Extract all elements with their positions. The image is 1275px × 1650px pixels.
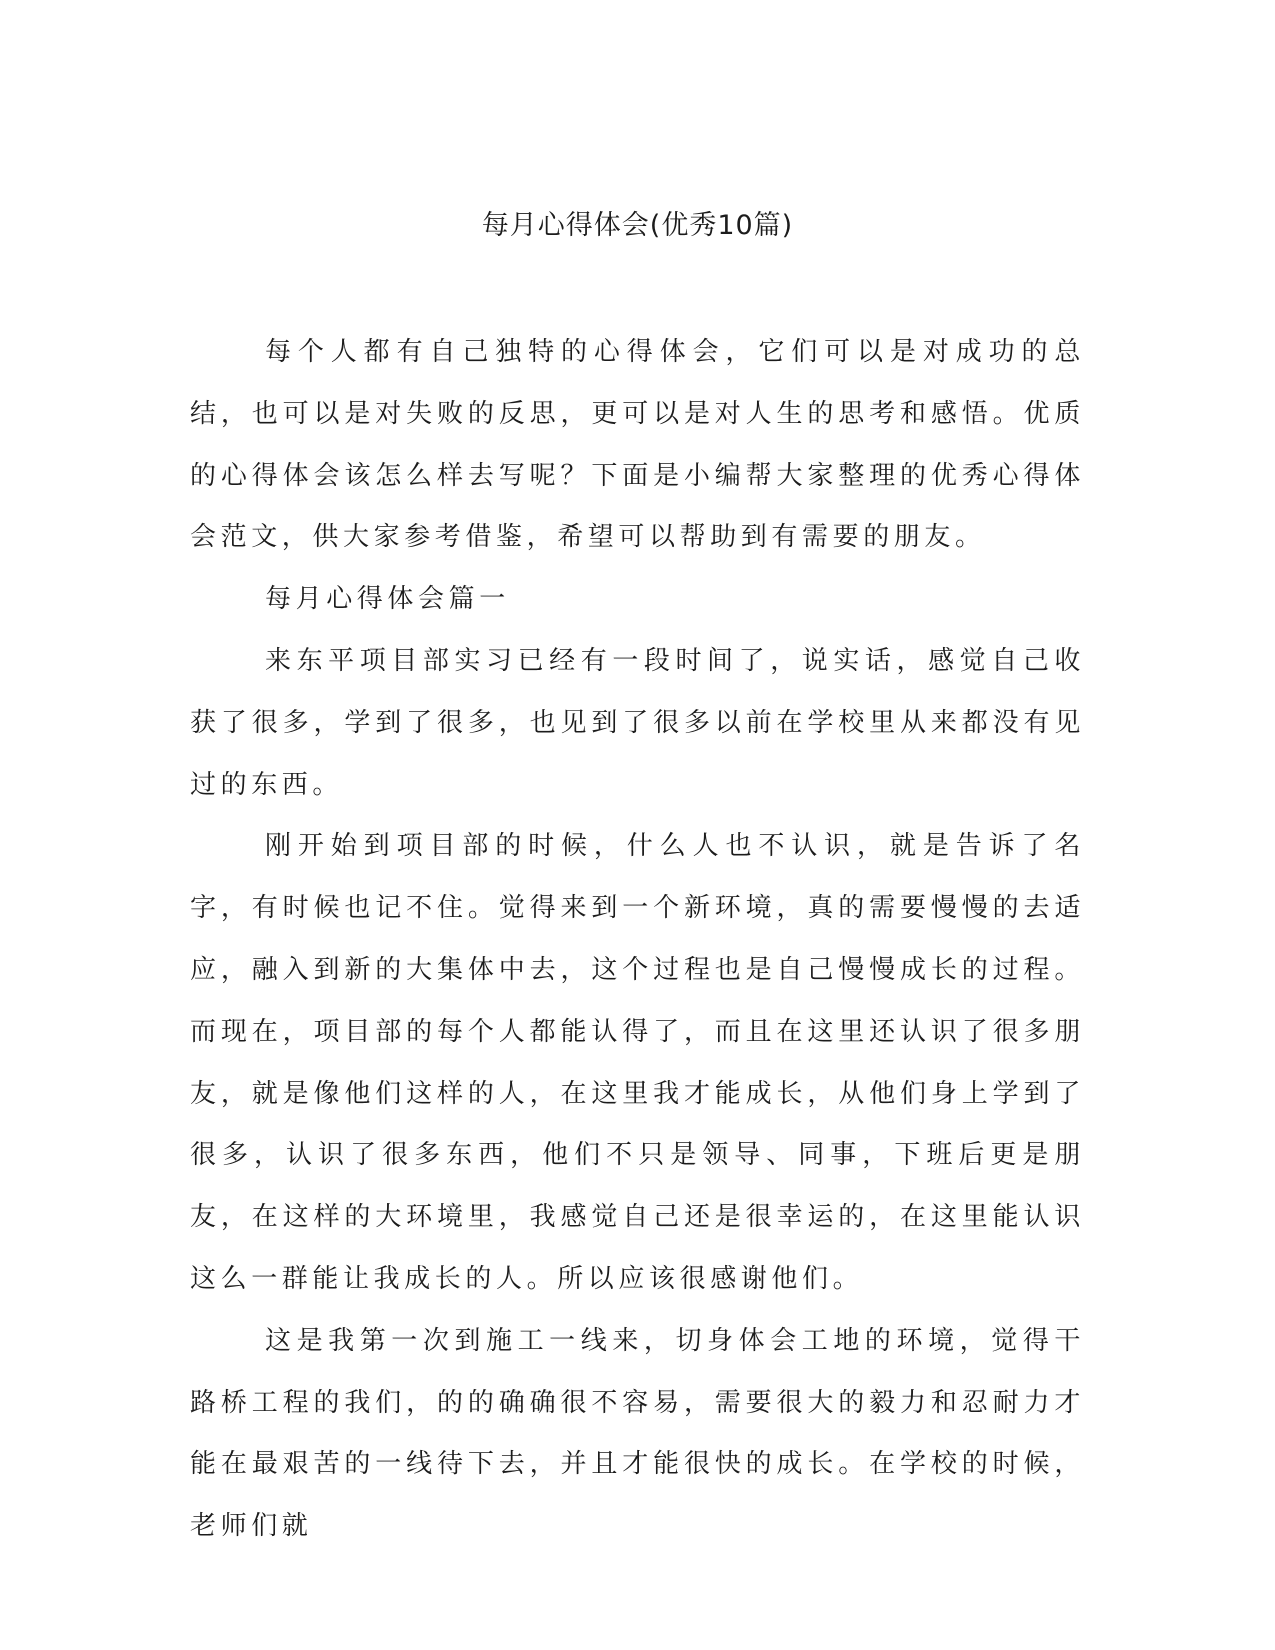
intro-paragraph: 每个人都有自己独特的心得体会，它们可以是对成功的总结，也可以是对失败的反思，更可以是对人生的思考和感悟。优质的心得体会该怎么样去写呢？下面是小编帮大家整理的优秀心得体会范文，供大家参考借鉴，希望可以帮助到有需要的朋友。 <box>190 337 1085 553</box>
document-title: 每月心得体会(优秀10篇) <box>481 210 794 241</box>
body-paragraph-3: 这是我第一次到施工一线来，切身体会工地的环境，觉得干路桥工程的我们，的的确确很不容易，需要很大的毅力和忍耐力才能在最艰苦的一线待下去，并且才能很快的成长。在学校的时候，老师们就 <box>190 1325 1085 1542</box>
section-heading-1: 每月心得体会篇一 <box>265 584 510 615</box>
body-paragraph-2: 刚开始到项目部的时候，什么人也不认识，就是告诉了名字，有时候也记不住。觉得来到一个新环境，真的需要慢慢的去适应，融入到新的大集体中去，这个过程也是自己慢慢成长的过程。而现在，项目部的每个人都能认得了，而且在这里还认识了很多朋友，就是像他们这样的人，在这里我才能成长，从他们身上学到了很多，认识了很多东西，他们不只是领导、同事，下班后更是朋友，在这样的大环境里，我感觉自己还是很幸运的，在这里能认识这么一群能让我成长的人。所以应该很感谢他们。 <box>190 831 1085 1294</box>
document-body <box>190 322 1085 1558</box>
body-paragraph-1: 来东平项目部实习已经有一段时间了，说实话，感觉自己收获了很多，学到了很多，也见到了很多以前在学校里从来都没有见过的东西。 <box>190 645 1085 800</box>
